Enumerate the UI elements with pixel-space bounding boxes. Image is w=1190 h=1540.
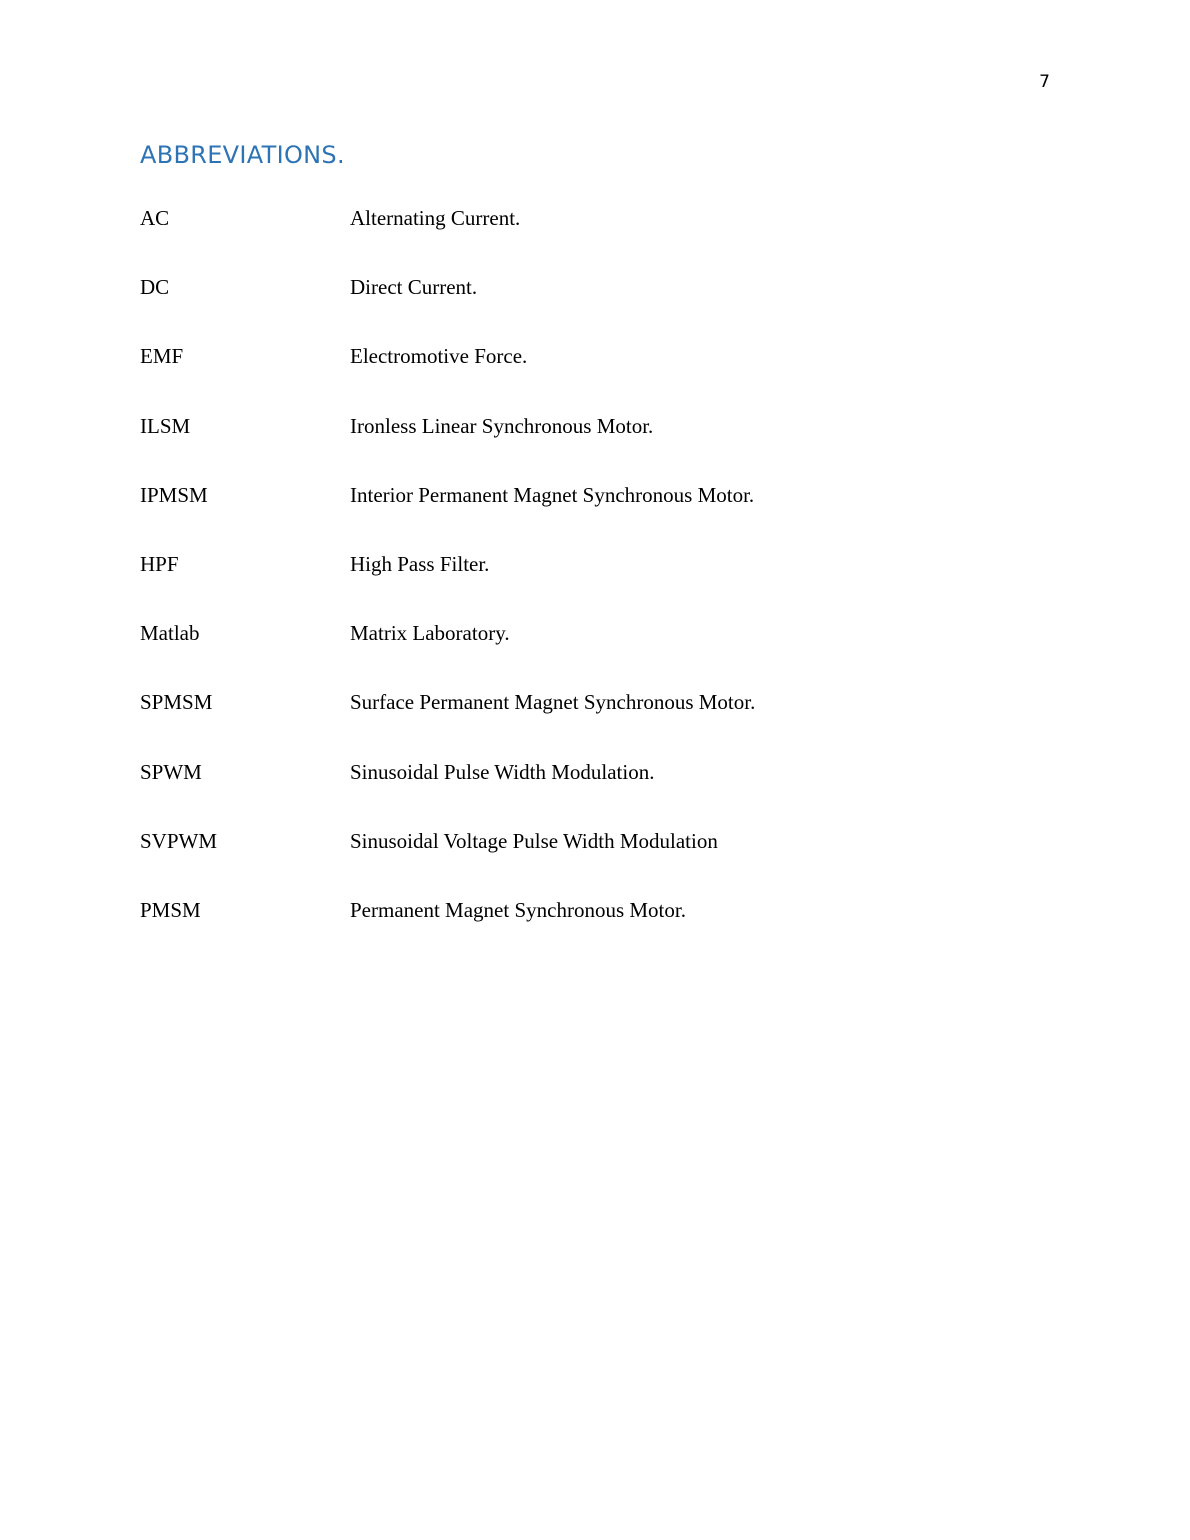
abbreviation-definition: Interior Permanent Magnet Synchronous Motor. <box>350 482 755 507</box>
abbreviation-term: SVPWM <box>140 828 218 853</box>
abbreviation-definition: Alternating Current. <box>350 206 521 230</box>
abbreviation-definition: Surface Permanent Magnet Synchronous Motor. <box>350 690 756 715</box>
list-item <box>140 342 1040 411</box>
abbreviation-term: AC <box>140 206 170 230</box>
page-number: 7 <box>1039 72 1050 92</box>
abbreviation-term: SPMSM <box>140 690 213 715</box>
abbreviation-definition: Sinusoidal Pulse Width Modulation. <box>350 759 655 784</box>
abbreviation-definition: Sinusoidal Voltage Pulse Width Modulation <box>350 828 718 853</box>
list-item <box>140 688 1040 757</box>
page-title: ABBREVIATIONS. <box>140 141 345 169</box>
list-item <box>140 481 1040 550</box>
abbreviation-term: Matlab <box>140 621 200 646</box>
list-item <box>140 273 1040 342</box>
abbreviation-definition: Electromotive Force. <box>350 344 528 369</box>
abbreviation-definition: Matrix Laboratory. <box>350 621 510 646</box>
abbreviation-definition: Ironless Linear Synchronous Motor. <box>350 413 654 438</box>
abbreviation-definition: High Pass Filter. <box>350 551 490 576</box>
list-item <box>140 896 1040 965</box>
list-item <box>140 412 1040 481</box>
abbreviation-term: PMSM <box>140 897 201 922</box>
abbreviation-definition: Direct Current. <box>350 275 478 300</box>
abbreviation-term: SPWM <box>140 759 202 784</box>
list-item <box>140 758 1040 827</box>
abbreviation-term: DC <box>140 275 170 300</box>
list-item <box>140 204 1040 273</box>
abbreviation-list <box>140 204 1040 965</box>
abbreviation-term: EMF <box>140 344 184 369</box>
abbreviation-term: HPF <box>140 551 179 576</box>
abbreviation-term: ILSM <box>140 413 191 438</box>
list-item <box>140 619 1040 688</box>
abbreviation-term: IPMSM <box>140 482 208 507</box>
list-item <box>140 550 1040 619</box>
abbreviation-definition: Permanent Magnet Synchronous Motor. <box>350 897 686 922</box>
list-item <box>140 827 1040 896</box>
